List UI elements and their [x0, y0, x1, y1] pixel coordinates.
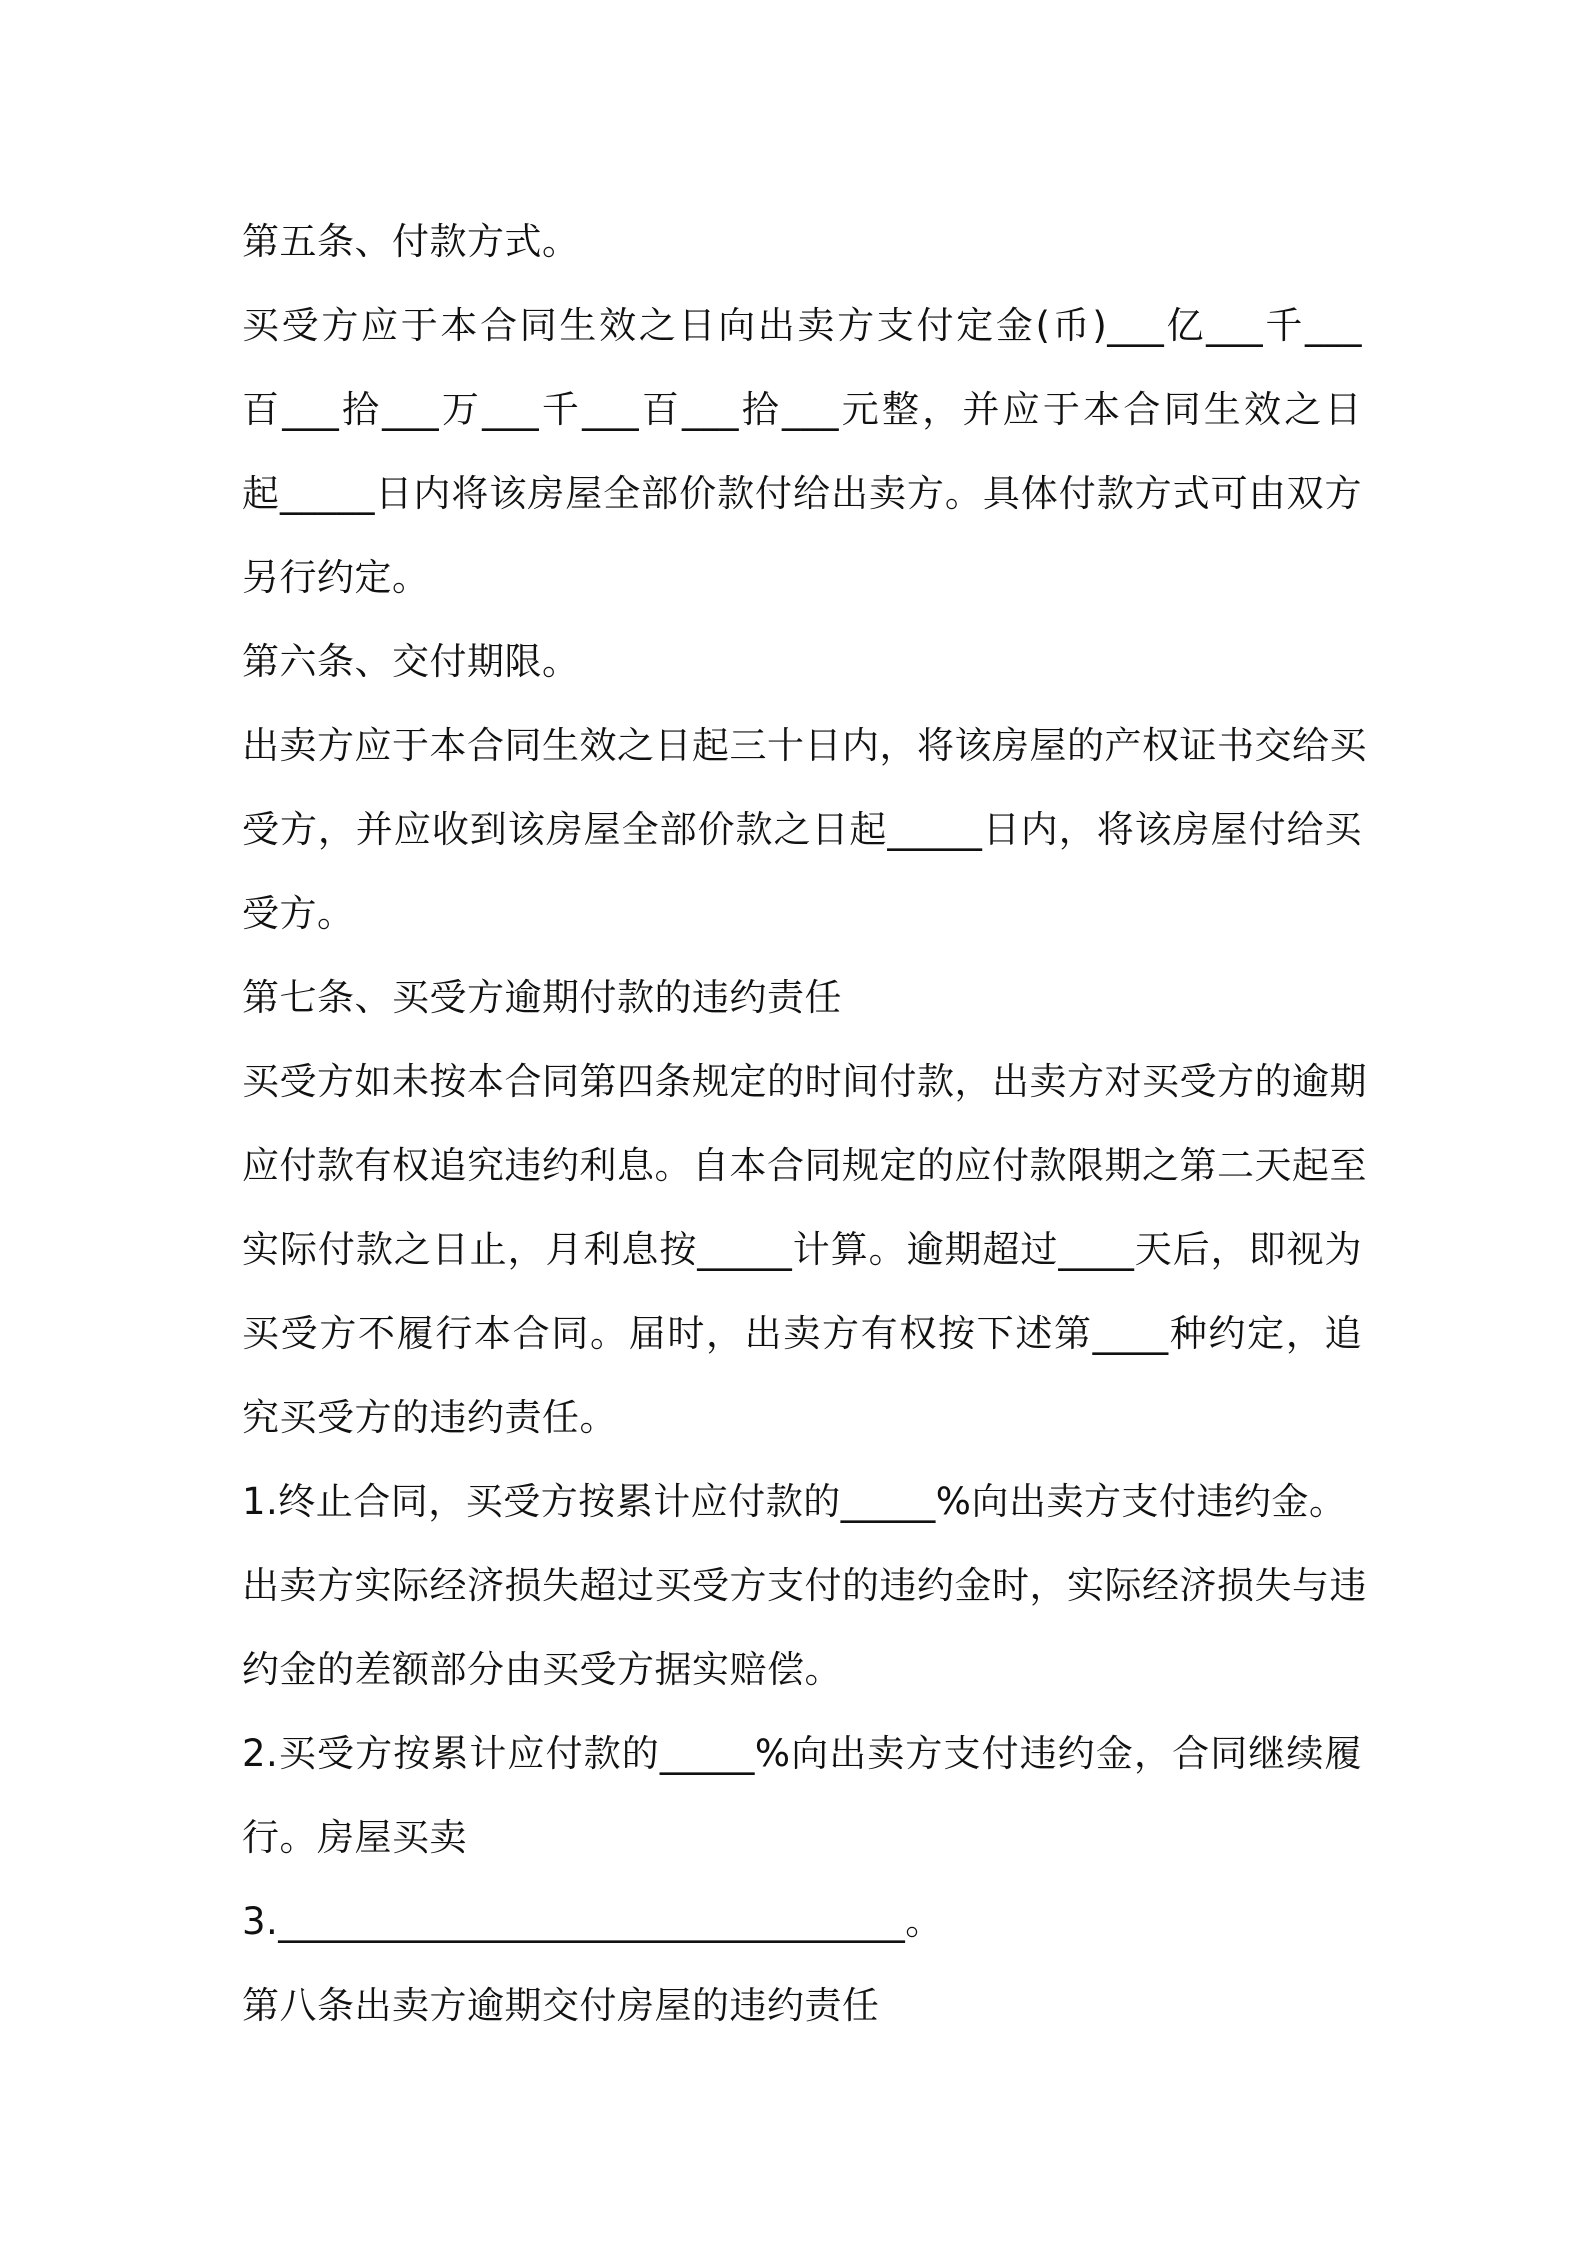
contract-page	[242, 200, 1367, 2048]
text-line: 应付款有权追究违约利息。自本合同规定的应付款限期之第二天起至	[242, 1144, 1367, 1187]
text-line: 出卖方实际经济损失超过买受方支付的违约金时，实际经济损失与违	[242, 1564, 1367, 1607]
clause-3: 3._________________________________。	[242, 1900, 943, 1943]
text-line: 实际付款之日止，月利息按_____计算。逾期超过____天后，即视为	[242, 1228, 1362, 1271]
text-line: 究买受方的违约责任。	[242, 1396, 617, 1439]
article-7-heading: 第七条、买受方逾期付款的违约责任	[242, 976, 842, 1019]
article-5-heading: 第五条、付款方式。	[242, 220, 580, 263]
text-line: 约金的差额部分由买受方据实赔偿。	[242, 1648, 842, 1691]
text-line: 受方，并应收到该房屋全部价款之日起_____日内，将该房屋付给买	[242, 808, 1362, 851]
article-6-heading: 第六条、交付期限。	[242, 640, 580, 683]
text-line: 受方。	[242, 892, 355, 935]
text-line: 百___拾___万___千___百___拾___元整，并应于本合同生效之日	[242, 388, 1362, 431]
text-line: 买受方如未按本合同第四条规定的时间付款，出卖方对买受方的逾期	[242, 1060, 1367, 1103]
text-line: 行。房屋买卖	[242, 1816, 467, 1859]
text-line: 出卖方应于本合同生效之日起三十日内，将该房屋的产权证书交给买	[242, 724, 1367, 767]
article-8-heading: 第八条出卖方逾期交付房屋的违约责任	[242, 1984, 880, 2027]
clause-1: 1.终止合同，买受方按累计应付款的_____%向出卖方支付违约金。	[242, 1480, 1347, 1523]
text-line: 买受方不履行本合同。届时，出卖方有权按下述第____种约定，追	[242, 1312, 1362, 1355]
text-line: 另行约定。	[242, 556, 430, 599]
text-line: 买受方应于本合同生效之日向出卖方支付定金(币)___亿___千___	[242, 304, 1362, 347]
text-line: 起_____日内将该房屋全部价款付给出卖方。具体付款方式可由双方	[242, 472, 1362, 515]
clause-2: 2.买受方按累计应付款的_____%向出卖方支付违约金，合同继续履	[242, 1732, 1362, 1775]
